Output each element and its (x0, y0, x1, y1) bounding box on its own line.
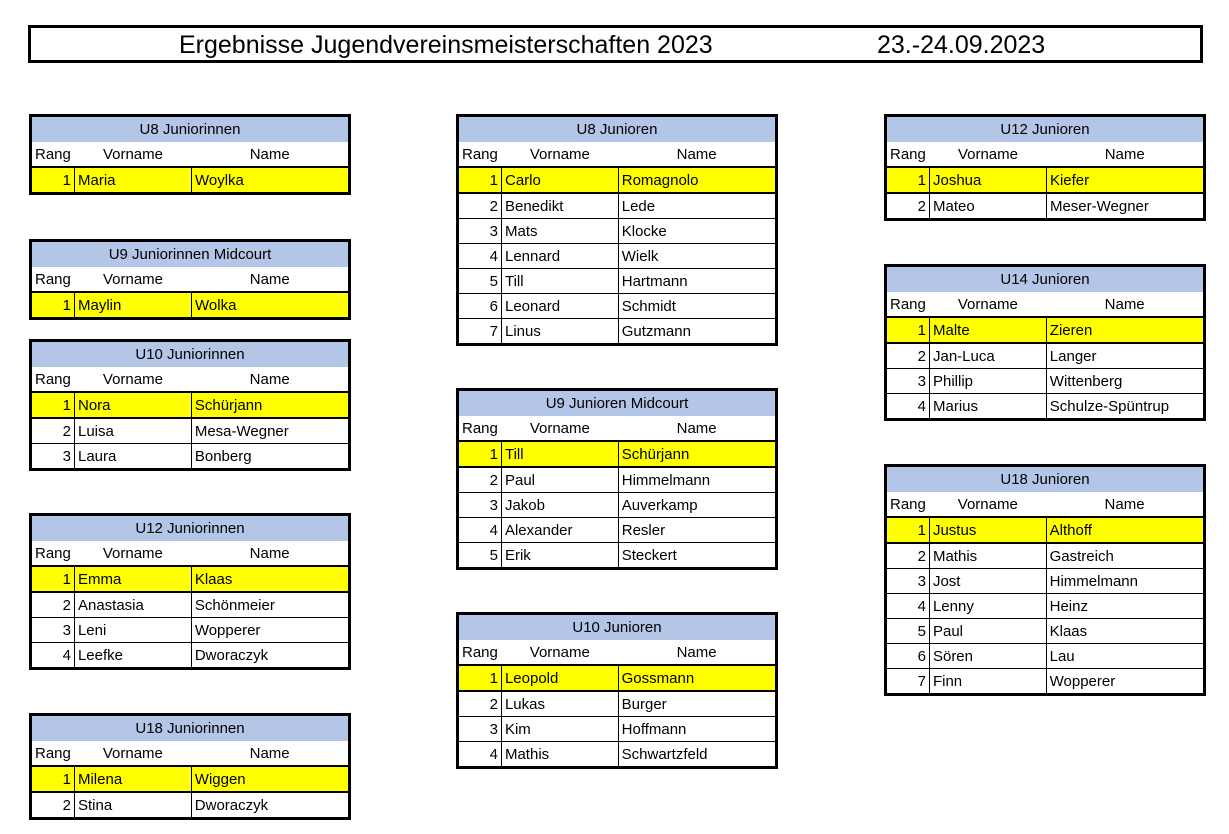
lastname-cell: Resler (618, 518, 776, 543)
firstname-cell: Kim (501, 717, 618, 742)
firstname-cell: Alexander (501, 518, 618, 543)
table-row (458, 167, 777, 193)
results-table-u10-junioren (456, 612, 778, 769)
table-row (458, 467, 777, 493)
table-row (458, 493, 777, 518)
rank-header: Rang (31, 267, 75, 292)
firstname-cell: Mats (501, 219, 618, 244)
firstname-cell: Mathis (929, 543, 1046, 569)
lastname-cell: Wielk (618, 244, 776, 269)
firstname-cell: Lennard (501, 244, 618, 269)
firstname-cell: Carlo (501, 167, 618, 193)
firstname-cell: Linus (501, 319, 618, 345)
firstname-header: Vorname (957, 145, 1018, 163)
rank-cell: 3 (886, 369, 930, 394)
rank-cell: 6 (886, 644, 930, 669)
rank-cell: 2 (458, 691, 502, 717)
table-title: U14 Junioren (886, 266, 1205, 293)
rank-cell: 5 (886, 619, 930, 644)
lastname-header: Name (618, 142, 776, 167)
lastname-cell: Hoffmann (618, 717, 776, 742)
rank-cell: 1 (31, 566, 75, 592)
rank-header: Rang (886, 142, 930, 167)
table-row (31, 418, 350, 444)
rank-header: Rang (458, 142, 502, 167)
rank-cell: 3 (458, 219, 502, 244)
table-row (458, 742, 777, 768)
table-row (458, 691, 777, 717)
table-row (458, 543, 777, 569)
firstname-cell: Leonard (501, 294, 618, 319)
table-row (886, 369, 1205, 394)
firstname-header: Vorname (102, 370, 163, 388)
rank-cell: 1 (886, 317, 930, 343)
rank-header: Rang (31, 142, 75, 167)
table-title: U8 Juniorinnen (31, 116, 350, 143)
firstname-cell: Laura (74, 444, 191, 470)
lastname-header: Name (618, 416, 776, 441)
results-table-u9-juniorinnen-midcourt (29, 239, 351, 320)
lastname-header: Name (191, 367, 349, 392)
lastname-cell: Gastreich (1046, 543, 1204, 569)
rank-cell: 4 (458, 742, 502, 768)
table-row (31, 766, 350, 792)
firstname-cell: Mateo (929, 193, 1046, 220)
table-row (31, 292, 350, 319)
results-table-u12-junioren (884, 114, 1206, 221)
table-row (458, 244, 777, 269)
results-table-u8-junioren (456, 114, 778, 346)
table-row (886, 343, 1205, 369)
lastname-cell: Gutzmann (618, 319, 776, 345)
table-row (31, 566, 350, 592)
lastname-cell: Dworaczyk (191, 792, 349, 819)
firstname-cell: Justus (929, 517, 1046, 543)
lastname-cell: Meser-Wegner (1046, 193, 1204, 220)
table-title: U10 Junioren (458, 614, 777, 641)
firstname-cell: Maylin (74, 292, 191, 319)
lastname-cell: Wolka (192, 292, 350, 319)
firstname-cell: Phillip (929, 369, 1046, 394)
firstname-cell: Paul (501, 467, 618, 493)
firstname-cell: Stina (74, 792, 191, 819)
table-title: U18 Juniorinnen (31, 715, 350, 742)
table-row (458, 717, 777, 742)
table-row (31, 618, 350, 643)
table-title: U9 Juniorinnen Midcourt (31, 241, 350, 268)
table-row (31, 167, 350, 194)
table-row (886, 543, 1205, 569)
table-row (458, 441, 777, 467)
lastname-cell: Dworaczyk (191, 643, 349, 669)
lastname-cell: Romagnolo (618, 167, 776, 193)
event-date: 23.-24.09.2023 (877, 31, 1046, 59)
firstname-cell: Leopold (501, 665, 618, 691)
firstname-header: Vorname (102, 145, 163, 163)
rank-header: Rang (886, 292, 930, 317)
firstname-header: Vorname (957, 495, 1018, 513)
firstname-cell: Mathis (501, 742, 618, 768)
results-table-u10-juniorinnen (29, 339, 351, 471)
firstname-cell: Paul (929, 619, 1046, 644)
firstname-cell: Erik (501, 543, 618, 569)
table-row (886, 569, 1205, 594)
rank-cell: 5 (458, 543, 502, 569)
results-table-u14-junioren (884, 264, 1206, 421)
lastname-header: Name (191, 142, 349, 167)
rank-cell: 7 (458, 319, 502, 345)
rank-cell: 4 (31, 643, 75, 669)
rank-cell: 1 (31, 292, 75, 319)
rank-cell: 3 (31, 618, 75, 643)
lastname-cell: Schulze-Spüntrup (1046, 394, 1204, 420)
rank-cell: 2 (886, 193, 930, 220)
rank-header: Rang (458, 416, 502, 441)
table-row (458, 219, 777, 244)
firstname-cell: Lenny (929, 594, 1046, 619)
lastname-cell: Gossmann (618, 665, 776, 691)
table-title: U18 Junioren (886, 466, 1205, 493)
lastname-cell: Lau (1046, 644, 1204, 669)
rank-cell: 1 (31, 392, 75, 418)
table-row (886, 619, 1205, 644)
rank-cell: 2 (31, 418, 75, 444)
firstname-cell: Joshua (929, 167, 1046, 193)
rank-cell: 1 (31, 167, 75, 194)
lastname-cell: Heinz (1046, 594, 1204, 619)
table-row (886, 669, 1205, 695)
rank-header: Rang (886, 492, 930, 517)
firstname-cell: Jakob (501, 493, 618, 518)
table-row (31, 392, 350, 418)
lastname-cell: Wopperer (191, 618, 349, 643)
table-row (31, 444, 350, 470)
lastname-cell: Wittenberg (1046, 369, 1204, 394)
lastname-header: Name (1046, 142, 1204, 167)
lastname-header: Name (191, 541, 349, 566)
table-row (886, 167, 1205, 193)
rank-cell: 4 (458, 244, 502, 269)
lastname-cell: Mesa-Wegner (191, 418, 349, 444)
firstname-cell: Emma (74, 566, 191, 592)
rank-cell: 1 (886, 517, 930, 543)
table-row (458, 294, 777, 319)
firstname-cell: Lukas (501, 691, 618, 717)
table-row (31, 643, 350, 669)
firstname-cell: Leefke (74, 643, 191, 669)
table-row (886, 594, 1205, 619)
rank-cell: 2 (458, 467, 502, 493)
rank-cell: 3 (458, 493, 502, 518)
table-row (31, 792, 350, 819)
rank-cell: 3 (886, 569, 930, 594)
lastname-cell: Wiggen (191, 766, 349, 792)
firstname-cell: Milena (74, 766, 191, 792)
rank-cell: 1 (458, 167, 502, 193)
firstname-cell: Till (501, 441, 618, 467)
lastname-header: Name (1046, 492, 1204, 517)
lastname-cell: Klocke (618, 219, 776, 244)
firstname-header: Vorname (102, 544, 163, 562)
table-row (886, 644, 1205, 669)
rank-cell: 4 (886, 594, 930, 619)
lastname-header: Name (1046, 292, 1204, 317)
table-row (458, 193, 777, 219)
firstname-cell: Maria (74, 167, 191, 194)
lastname-header: Name (191, 741, 349, 766)
firstname-cell: Sören (929, 644, 1046, 669)
table-row (886, 394, 1205, 420)
firstname-header: Vorname (957, 295, 1018, 313)
lastname-cell: Schürjann (191, 392, 349, 418)
lastname-cell: Himmelmann (618, 467, 776, 493)
lastname-cell: Schürjann (618, 441, 776, 467)
table-title: U9 Junioren Midcourt (458, 390, 777, 417)
firstname-cell: Jan-Luca (929, 343, 1046, 369)
rank-cell: 4 (886, 394, 930, 420)
rank-cell: 2 (458, 193, 502, 219)
rank-cell: 7 (886, 669, 930, 695)
lastname-cell: Wopperer (1046, 669, 1204, 695)
lastname-cell: Burger (618, 691, 776, 717)
table-row (458, 665, 777, 691)
table-row (886, 317, 1205, 343)
lastname-cell: Lede (618, 193, 776, 219)
rank-cell: 2 (886, 543, 930, 569)
lastname-cell: Klaas (1046, 619, 1204, 644)
rank-cell: 2 (31, 792, 75, 819)
table-title: U8 Junioren (458, 116, 777, 143)
title-box (28, 25, 1203, 63)
rank-cell: 2 (886, 343, 930, 369)
firstname-cell: Malte (929, 317, 1046, 343)
table-row (458, 319, 777, 345)
table-row (458, 269, 777, 294)
rank-cell: 5 (458, 269, 502, 294)
rank-cell: 3 (458, 717, 502, 742)
firstname-cell: Finn (929, 669, 1046, 695)
rank-header: Rang (458, 640, 502, 665)
lastname-header: Name (618, 640, 776, 665)
lastname-cell: Althoff (1046, 517, 1204, 543)
results-table-u18-juniorinnen (29, 713, 351, 820)
lastname-cell: Klaas (191, 566, 349, 592)
lastname-cell: Schönmeier (191, 592, 349, 618)
rank-cell: 1 (458, 441, 502, 467)
table-row (458, 518, 777, 543)
firstname-cell: Benedikt (501, 193, 618, 219)
rank-header: Rang (31, 741, 75, 766)
rank-header: Rang (31, 367, 75, 392)
lastname-cell: Schmidt (618, 294, 776, 319)
rank-cell: 2 (31, 592, 75, 618)
lastname-cell: Langer (1046, 343, 1204, 369)
lastname-cell: Steckert (618, 543, 776, 569)
lastname-cell: Schwartzfeld (618, 742, 776, 768)
lastname-cell: Himmelmann (1046, 569, 1204, 594)
rank-cell: 4 (458, 518, 502, 543)
firstname-cell: Leni (74, 618, 191, 643)
table-title: U12 Junioren (886, 116, 1205, 143)
results-table-u12-juniorinnen (29, 513, 351, 670)
firstname-header: Vorname (529, 145, 590, 163)
rank-cell: 1 (458, 665, 502, 691)
rank-cell: 1 (31, 766, 75, 792)
table-row (886, 517, 1205, 543)
table-row (31, 592, 350, 618)
page-title: Ergebnisse Jugendvereinsmeisterschaften 2023 (179, 31, 713, 59)
results-table-u8-juniorinnen (29, 114, 351, 195)
lastname-header: Name (192, 267, 350, 292)
firstname-cell: Till (501, 269, 618, 294)
lastname-cell: Bonberg (191, 444, 349, 470)
lastname-cell: Zieren (1046, 317, 1204, 343)
lastname-cell: Kiefer (1046, 167, 1204, 193)
table-title: U12 Juniorinnen (31, 515, 350, 542)
rank-header: Rang (31, 541, 75, 566)
rank-cell: 6 (458, 294, 502, 319)
lastname-cell: Woylka (191, 167, 349, 194)
firstname-cell: Marius (929, 394, 1046, 420)
table-title: U10 Juniorinnen (31, 341, 350, 368)
firstname-header: Vorname (102, 270, 164, 288)
table-row (886, 193, 1205, 220)
results-table-u9-junioren-midcourt (456, 388, 778, 570)
lastname-cell: Auverkamp (618, 493, 776, 518)
rank-cell: 1 (886, 167, 930, 193)
firstname-cell: Nora (74, 392, 191, 418)
results-table-u18-junioren (884, 464, 1206, 696)
firstname-header: Vorname (529, 419, 590, 437)
firstname-header: Vorname (102, 744, 163, 762)
lastname-cell: Hartmann (618, 269, 776, 294)
firstname-cell: Jost (929, 569, 1046, 594)
firstname-header: Vorname (529, 643, 590, 661)
rank-cell: 3 (31, 444, 75, 470)
firstname-cell: Luisa (74, 418, 191, 444)
firstname-cell: Anastasia (74, 592, 191, 618)
